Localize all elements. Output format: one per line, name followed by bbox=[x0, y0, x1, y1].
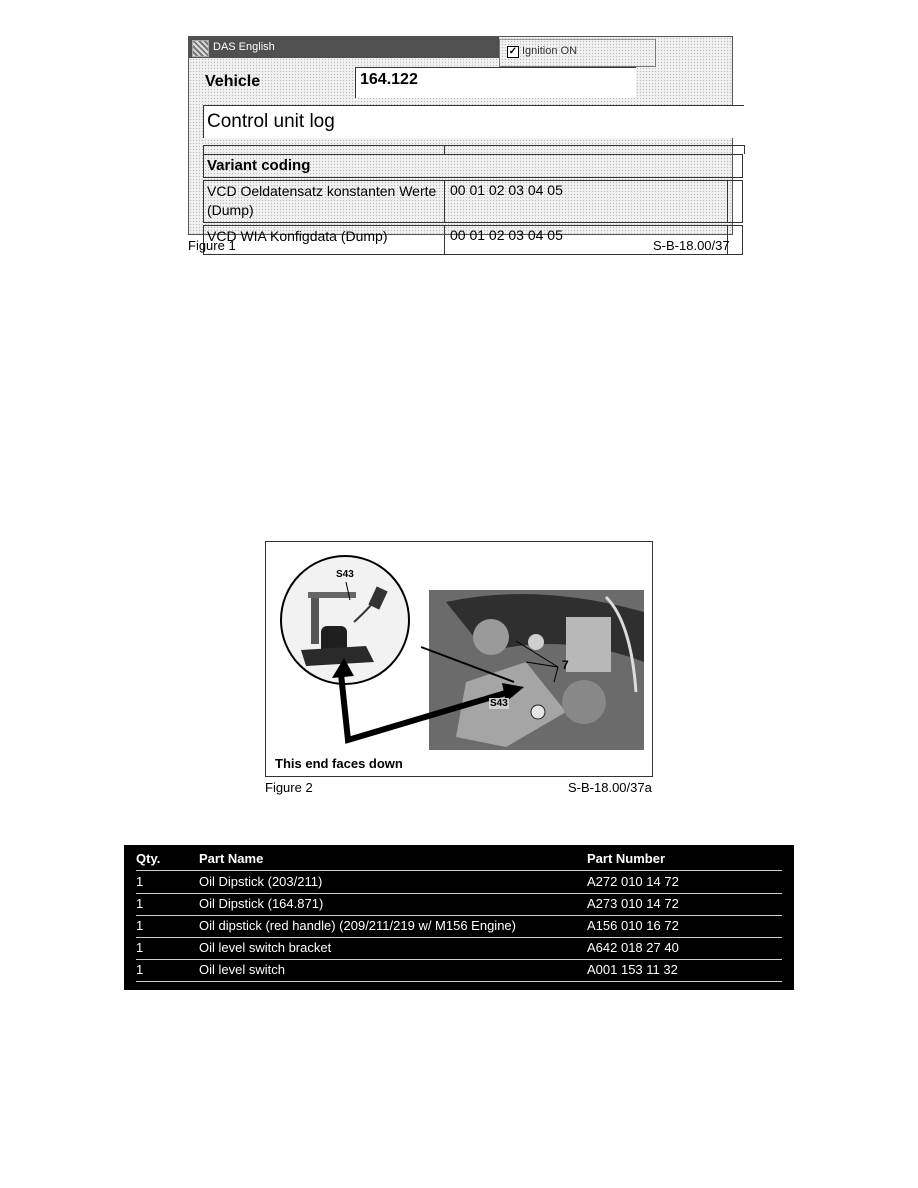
row-part-number: A001 153 11 32 bbox=[587, 962, 678, 977]
table-row bbox=[136, 915, 782, 938]
table-row bbox=[136, 937, 782, 960]
table-row bbox=[136, 871, 782, 894]
header-qty: Qty. bbox=[136, 851, 161, 866]
sensor-installation-illustration bbox=[266, 542, 652, 776]
row-part-number: A273 010 14 72 bbox=[587, 896, 679, 911]
row-part-name: Oil dipstick (red handle) (209/211/219 w/ M156 Engine) bbox=[199, 918, 516, 933]
row-qty: 1 bbox=[136, 874, 144, 889]
vehicle-field bbox=[355, 67, 636, 98]
das-title-bar bbox=[189, 37, 499, 58]
row-part-name: Oil Dipstick (203/211) bbox=[199, 874, 323, 889]
figure-1-das-screenshot bbox=[188, 36, 733, 244]
row-qty: 1 bbox=[136, 940, 144, 955]
row-part-name: Oil level switch bbox=[199, 962, 285, 977]
row-part-number: A156 010 16 72 bbox=[587, 918, 679, 933]
row-part-name: Oil level switch bracket bbox=[199, 940, 332, 955]
row-qty: 1 bbox=[136, 962, 144, 977]
section-header: Variant coding bbox=[207, 157, 311, 174]
table-row bbox=[136, 959, 782, 982]
table-row bbox=[203, 180, 743, 223]
parts-table bbox=[124, 845, 794, 990]
table-row-partial bbox=[203, 145, 745, 154]
row-part-number: A272 010 14 72 bbox=[587, 874, 679, 889]
row-value: 00 01 02 03 04 05 bbox=[450, 227, 563, 243]
row-qty: 1 bbox=[136, 896, 144, 911]
figure-2-caption: Figure 2 bbox=[265, 780, 313, 795]
figure-2-sensor-photo bbox=[265, 541, 653, 777]
table-row bbox=[136, 893, 782, 916]
vehicle-value: 164.122 bbox=[360, 71, 418, 88]
figure-1-reference: S-B-18.00/37 bbox=[653, 238, 730, 253]
log-title: Control unit log bbox=[207, 111, 335, 132]
row-name: VCD WIA Konfigdata (Dump) bbox=[207, 228, 388, 244]
row-part-number: A642 018 27 40 bbox=[587, 940, 679, 955]
das-window-title: DAS English bbox=[213, 41, 275, 53]
row-name: VCD Oeldatensatz konstanten Werte (Dump) bbox=[207, 183, 437, 218]
das-app-icon bbox=[192, 40, 209, 57]
row-qty: 1 bbox=[136, 918, 144, 933]
checkbox-checked-icon[interactable]: ✓ bbox=[508, 46, 518, 57]
ignition-status[interactable] bbox=[499, 39, 656, 67]
figure-1-caption: Figure 1 bbox=[188, 238, 236, 253]
callout-s43-photo: S43 bbox=[490, 698, 508, 709]
ignition-label: Ignition ON bbox=[522, 45, 578, 57]
callout-s43-inset: S43 bbox=[336, 569, 354, 580]
section-header-row bbox=[203, 154, 743, 178]
figure-2-reference: S-B-18.00/37a bbox=[568, 780, 652, 795]
row-value: 00 01 02 03 04 05 bbox=[450, 182, 563, 198]
vehicle-label: Vehicle bbox=[205, 73, 261, 90]
control-unit-log-header bbox=[203, 105, 744, 138]
orientation-note: This end faces down bbox=[275, 756, 403, 771]
table-header-row bbox=[136, 848, 782, 871]
row-part-name: Oil Dipstick (164.871) bbox=[199, 896, 324, 911]
header-part-number: Part Number bbox=[587, 851, 666, 866]
header-part-name: Part Name bbox=[199, 851, 264, 866]
callout-7: 7 bbox=[562, 658, 569, 672]
